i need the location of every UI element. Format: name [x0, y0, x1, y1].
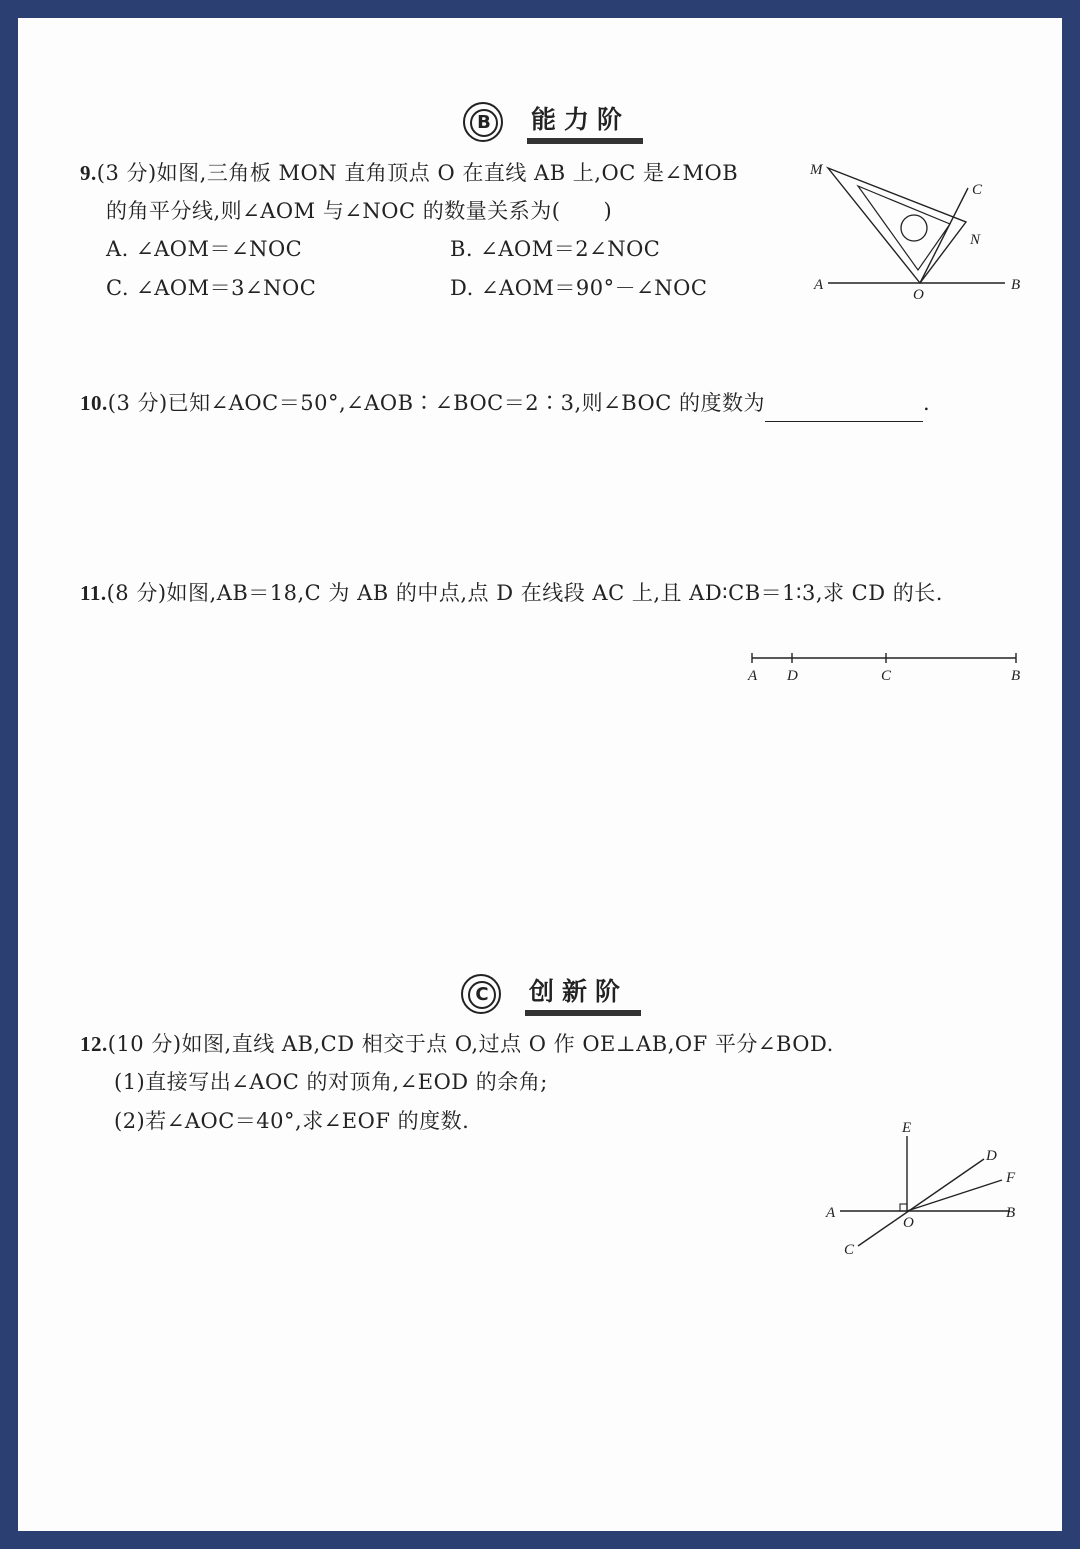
q9-label-b: B — [1011, 277, 1021, 293]
q9-label-o: O — [913, 287, 924, 303]
q12-line1 — [80, 1025, 834, 1063]
q12-number: 12. — [80, 1032, 108, 1056]
q12-figure — [818, 1118, 1028, 1258]
q11-label-d: D — [787, 668, 798, 684]
q12-ray-of — [907, 1180, 1002, 1211]
q11-label-a: A — [748, 668, 758, 684]
section-b-badge-letter: B — [470, 109, 498, 137]
q12-label-o: O — [903, 1215, 914, 1231]
section-c-header — [461, 974, 661, 1024]
section-c-badge — [461, 974, 501, 1014]
q9-triangle-hole — [901, 215, 927, 241]
q9-stem-part1: (3 分)如图,三角板 MON 直角顶点 O 在直线 AB 上,OC 是∠MOB — [96, 161, 739, 185]
q10-number: 10. — [80, 391, 108, 415]
q10-stem: (3 分)已知∠AOC＝50°,∠AOB∶∠BOC＝2∶3,则∠BOC 的度数为 — [107, 391, 765, 415]
q12-label-e: E — [902, 1120, 912, 1136]
q12-label-f: F — [1006, 1170, 1016, 1186]
q12-label-a: A — [826, 1205, 836, 1221]
q10-answer-blank[interactable] — [765, 399, 923, 422]
q9-line1 — [80, 154, 738, 192]
q9-option-d: D. ∠AOM＝90°－∠NOC — [450, 276, 708, 300]
q9-number: 9. — [80, 161, 97, 185]
q11-stem: (8 分)如图,AB＝18,C 为 AB 的中点,点 D 在线段 AC 上,且 AD∶CB＝1∶3,求 CD 的长. — [106, 581, 943, 605]
q9-option-b: B. ∠AOM＝2∠NOC — [450, 237, 661, 261]
q9-line2: 的角平分线,则∠AOM 与∠NOC 的数量关系为( ) — [106, 199, 613, 223]
q10-period: . — [923, 391, 931, 415]
q9-option-a: A. ∠AOM＝∠NOC — [106, 237, 303, 261]
q9-label-m: M — [810, 162, 823, 178]
q12-label-c: C — [844, 1242, 855, 1258]
q9-label-c: C — [972, 182, 983, 198]
q9-figure — [800, 158, 1030, 308]
section-b-header — [463, 102, 663, 152]
q11-label-b: B — [1011, 668, 1021, 684]
q9-label-a: A — [814, 277, 824, 293]
q9-label-n: N — [970, 232, 981, 248]
q12-label-d: D — [986, 1148, 997, 1164]
section-b-badge — [463, 102, 503, 142]
q12-label-b: B — [1006, 1205, 1016, 1221]
section-c-badge-letter: C — [468, 981, 496, 1009]
q12-sub1: (1)直接写出∠AOC 的对顶角,∠EOD 的余角; — [114, 1070, 548, 1094]
q11-label-c: C — [881, 668, 892, 684]
worksheet-page — [18, 18, 1062, 1531]
section-c-title: 创新阶 — [529, 977, 629, 1006]
q12-line-cd — [858, 1159, 984, 1246]
q12-right-angle-mark — [900, 1204, 907, 1211]
q11-line — [80, 574, 943, 612]
section-b-underline — [527, 138, 643, 144]
q9-triangle-outer — [828, 168, 966, 283]
q10-line — [80, 384, 930, 422]
q11-number: 11. — [80, 581, 107, 605]
q9-triangle-inner — [858, 186, 950, 270]
q12-stem: (10 分)如图,直线 AB,CD 相交于点 O,过点 O 作 OE⊥AB,OF 平分∠BOD. — [107, 1032, 834, 1056]
q11-figure — [742, 648, 1032, 703]
q9-option-c: C. ∠AOM＝3∠NOC — [106, 276, 317, 300]
q9-ray-oc — [920, 188, 968, 283]
section-c-underline — [525, 1010, 641, 1016]
q12-sub2: (2)若∠AOC＝40°,求∠EOF 的度数. — [114, 1109, 470, 1133]
section-b-title: 能力阶 — [531, 105, 631, 134]
